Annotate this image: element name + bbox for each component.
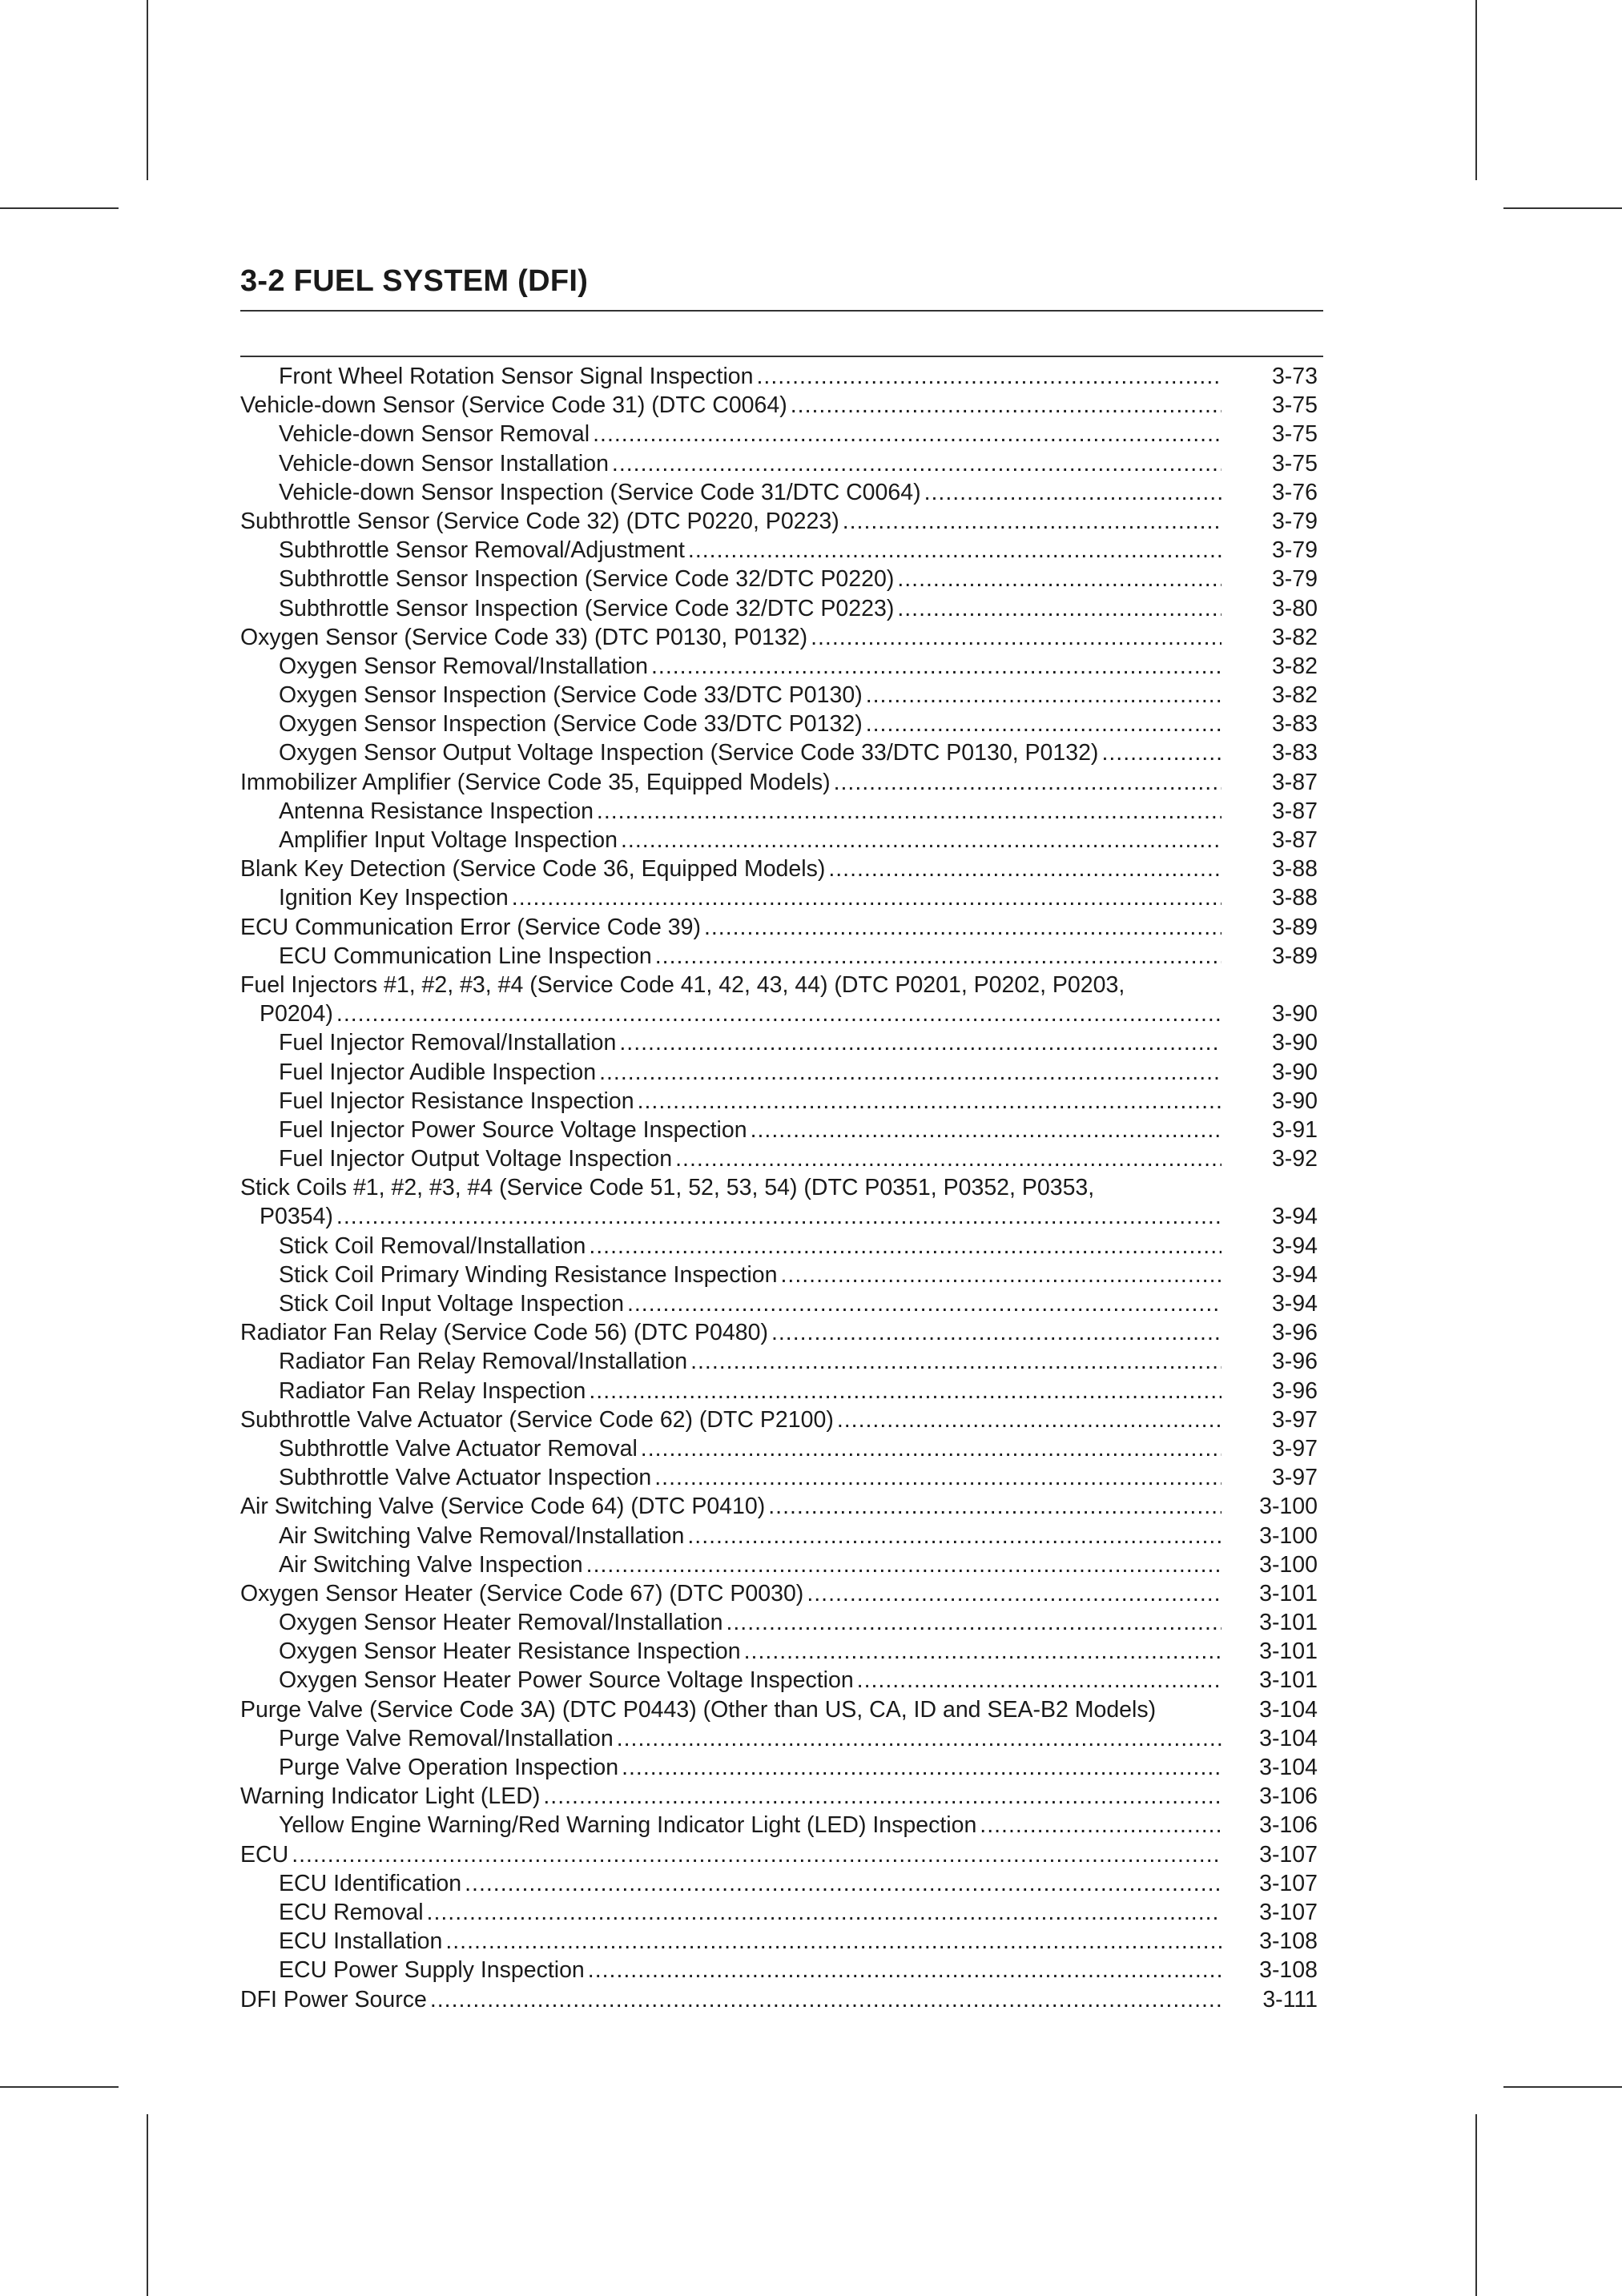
toc-entry[interactable] (240, 1173, 1318, 1202)
toc-entry-page: 3-104 (1259, 1725, 1318, 1751)
dot-leader (589, 1377, 1222, 1405)
dot-leader (690, 1347, 1222, 1376)
toc-entry-title: Subthrottle Sensor (Service Code 32) (DTC P0220, P0223) (240, 508, 839, 534)
toc-entry-title: Radiator Fan Relay Removal/Installation (279, 1349, 688, 1375)
toc-entry[interactable] (240, 1028, 1318, 1057)
dot-leader (617, 1724, 1222, 1753)
crop-mark (1503, 2086, 1622, 2088)
toc-entry-page: 3-101 (1259, 1610, 1318, 1636)
dot-leader (866, 710, 1222, 738)
dot-leader (771, 1318, 1222, 1347)
dot-leader (866, 681, 1222, 710)
toc-entry-title: Amplifier Input Voltage Inspection (279, 827, 618, 853)
toc-entry-title: ECU Communication Line Inspection (279, 943, 652, 969)
toc-entry[interactable] (240, 883, 1318, 912)
toc-entry[interactable] (240, 1782, 1318, 1811)
toc-entry[interactable] (240, 1898, 1318, 1927)
toc-entry-title: Oxygen Sensor Output Voltage Inspection (Service Code 33/DTC P0130, P0132) (279, 740, 1099, 766)
dot-leader (427, 1898, 1222, 1927)
dot-leader (599, 1058, 1222, 1087)
toc-entry-page: 3-94 (1271, 1232, 1318, 1259)
dot-leader (465, 1869, 1222, 1898)
toc-entry-page: 3-79 (1271, 508, 1318, 534)
toc-entry[interactable] (240, 1261, 1318, 1289)
toc-entry[interactable] (240, 652, 1318, 681)
toc-entry-title: Oxygen Sensor Inspection (Service Code 33/DTC P0132) (279, 711, 863, 738)
dot-leader (292, 1840, 1222, 1869)
toc-entry[interactable] (240, 1289, 1318, 1318)
dot-leader (704, 913, 1222, 942)
toc-entry-title: Air Switching Valve Removal/Installation (279, 1522, 685, 1549)
toc-entry-title: Fuel Injector Removal/Installation (279, 1030, 617, 1056)
toc-entry[interactable] (240, 710, 1318, 738)
toc-entry-title: DFI Power Source (240, 1986, 427, 2013)
toc-entry-page: 3-90 (1271, 1088, 1318, 1114)
crop-mark (1475, 0, 1477, 180)
toc-entry-title: Immobilizer Amplifier (Service Code 35, Equipped Models) (240, 769, 831, 795)
toc-entry-title: Vehicle-down Sensor Removal (279, 421, 590, 448)
toc-entry[interactable] (240, 797, 1318, 826)
toc-entry-page: 3-89 (1271, 914, 1318, 940)
dot-leader (726, 1608, 1222, 1637)
toc-top-rule (240, 356, 1323, 357)
toc-entry-title: Fuel Injector Power Source Voltage Inspection (279, 1116, 747, 1143)
toc-entry[interactable] (240, 1377, 1318, 1405)
toc-entry-page: 3-107 (1259, 1870, 1318, 1896)
dot-leader (837, 1405, 1222, 1434)
dot-leader (589, 1232, 1222, 1261)
toc-entry[interactable] (240, 1608, 1318, 1637)
dot-leader (654, 1463, 1222, 1492)
toc-entry[interactable] (240, 1405, 1318, 1434)
dot-leader (751, 1116, 1222, 1144)
toc-entry[interactable] (240, 1116, 1318, 1144)
dot-leader (791, 391, 1222, 420)
toc-entry-page: 3-89 (1271, 943, 1318, 969)
dot-leader (828, 854, 1222, 883)
toc-entry-title: Oxygen Sensor Heater Power Source Voltage Inspection (279, 1667, 854, 1694)
toc-entry-title: ECU Communication Error (Service Code 39) (240, 914, 701, 940)
crop-mark (0, 207, 119, 209)
toc-entry-page: 3-76 (1271, 479, 1318, 505)
toc-entry[interactable] (240, 391, 1318, 420)
dot-leader (641, 1434, 1222, 1463)
toc-entry[interactable] (240, 1434, 1318, 1463)
toc-entry[interactable] (240, 1927, 1318, 1956)
toc-entry-page: 3-94 (1271, 1204, 1318, 1230)
dot-leader (430, 1985, 1222, 2014)
dot-leader (843, 507, 1222, 536)
toc-entry-title: Antenna Resistance Inspection (279, 798, 594, 824)
toc-entry-title: Radiator Fan Relay Inspection (279, 1377, 586, 1404)
toc-entry[interactable] (240, 1202, 1318, 1231)
toc-entry[interactable] (240, 1463, 1318, 1492)
toc-entry-title: Stick Coil Removal/Installation (279, 1232, 586, 1259)
toc-entry-page: 3-104 (1259, 1755, 1318, 1780)
dot-leader (586, 1550, 1222, 1579)
toc-entry[interactable] (240, 1840, 1318, 1869)
toc-entry-page: 3-107 (1259, 1841, 1318, 1868)
dot-leader (857, 1666, 1222, 1695)
toc-entry-title: Oxygen Sensor Inspection (Service Code 33/DTC P0130) (279, 682, 863, 709)
toc-entry-page: 3-75 (1271, 450, 1318, 476)
toc-entry[interactable] (240, 507, 1318, 536)
toc-entry[interactable] (240, 1144, 1318, 1173)
toc-entry[interactable] (240, 1811, 1318, 1840)
toc-entry-title: ECU Identification (279, 1870, 462, 1896)
toc-entry-page: 3-75 (1271, 421, 1318, 448)
dot-leader (897, 594, 1222, 623)
dot-leader (924, 478, 1222, 507)
toc-entry-title: Stick Coils #1, #2, #3, #4 (Service Code 51, 52, 53, 54) (DTC P0351, P0352, P0353, (240, 1175, 1095, 1201)
toc-entry[interactable] (240, 738, 1318, 767)
dot-leader (687, 1522, 1222, 1550)
toc-entry-title: Oxygen Sensor Heater Removal/Installation (279, 1610, 723, 1636)
toc-entry[interactable] (240, 826, 1318, 854)
toc-entry[interactable] (240, 971, 1318, 999)
toc-entry-page: 3-79 (1271, 566, 1318, 593)
toc-entry[interactable] (240, 681, 1318, 710)
dot-leader (744, 1637, 1222, 1666)
toc-entry-title: Oxygen Sensor (Service Code 33) (DTC P0130, P0132) (240, 624, 808, 650)
toc-entry-page: 3-91 (1271, 1116, 1318, 1143)
dot-leader (768, 1492, 1222, 1521)
toc-entry-title: Radiator Fan Relay (Service Code 56) (DTC P0480) (240, 1320, 768, 1346)
toc-entry[interactable] (240, 1492, 1318, 1521)
toc-entry[interactable] (240, 999, 1318, 1028)
toc-entry-title: Purge Valve Removal/Installation (279, 1725, 614, 1751)
toc-entry-page: 3-94 (1271, 1291, 1318, 1317)
toc-entry[interactable] (240, 1666, 1318, 1695)
table-of-contents (240, 362, 1318, 2014)
toc-entry[interactable] (240, 536, 1318, 565)
dot-leader (807, 1579, 1222, 1608)
toc-entry-page: 3-75 (1271, 392, 1318, 419)
toc-entry-page: 3-87 (1271, 769, 1318, 795)
toc-entry[interactable] (240, 478, 1318, 507)
toc-entry-title: Purge Valve (Service Code 3A) (DTC P0443) (Other than US, CA, ID and SEA-B2 Models) (240, 1696, 1157, 1723)
toc-entry[interactable] (240, 594, 1318, 623)
toc-entry-page: 3-83 (1271, 711, 1318, 738)
toc-entry-title: ECU Installation (279, 1928, 443, 1955)
dot-leader (627, 1289, 1222, 1318)
dot-leader (780, 1261, 1222, 1289)
toc-entry-page: 3-104 (1259, 1696, 1318, 1723)
toc-entry[interactable] (240, 1956, 1318, 1984)
toc-entry-page: 3-100 (1259, 1494, 1318, 1520)
toc-entry-title: Fuel Injector Output Voltage Inspection (279, 1146, 673, 1172)
toc-entry-title: Oxygen Sensor Heater Resistance Inspection (279, 1639, 741, 1665)
toc-entry-page: 3-80 (1271, 595, 1318, 621)
toc-entry-title: Oxygen Sensor Heater (Service Code 67) (DTC P0030) (240, 1580, 804, 1606)
toc-entry-page: 3-92 (1271, 1146, 1318, 1172)
toc-entry-page: 3-97 (1271, 1465, 1318, 1491)
toc-entry-title: Fuel Injector Audible Inspection (279, 1059, 597, 1085)
toc-entry-title: ECU (240, 1841, 289, 1868)
toc-entry-title: Warning Indicator Light (LED) (240, 1783, 541, 1810)
dot-leader (622, 1753, 1222, 1782)
toc-entry-page: 3-87 (1271, 798, 1318, 824)
toc-entry-title: ECU Removal (279, 1899, 424, 1925)
crop-mark (147, 0, 148, 180)
toc-entry-title: Subthrottle Valve Actuator Removal (279, 1435, 638, 1462)
toc-entry[interactable] (240, 623, 1318, 652)
header-rule (240, 310, 1323, 312)
toc-entry-title: Subthrottle Sensor Inspection (Service Code 32/DTC P0223) (279, 595, 895, 621)
toc-entry-page: 3-100 (1259, 1551, 1318, 1578)
dot-leader (811, 623, 1222, 652)
toc-entry-page: 3-83 (1271, 740, 1318, 766)
dot-leader (675, 1144, 1222, 1173)
toc-entry[interactable] (240, 565, 1318, 593)
dot-leader (655, 942, 1222, 971)
toc-entry[interactable] (240, 854, 1318, 883)
toc-entry-page: 3-101 (1259, 1667, 1318, 1694)
toc-entry[interactable] (240, 1058, 1318, 1087)
toc-entry-title: Vehicle-down Sensor Installation (279, 450, 609, 476)
toc-entry-page: 3-108 (1259, 1957, 1318, 1984)
toc-entry-page: 3-82 (1271, 624, 1318, 650)
toc-entry-page: 3-82 (1271, 682, 1318, 709)
toc-entry-title: Subthrottle Valve Actuator (Service Code 62) (DTC P2100) (240, 1406, 834, 1433)
toc-entry-title: Subthrottle Valve Actuator Inspection (279, 1465, 652, 1491)
toc-entry[interactable] (240, 1347, 1318, 1376)
toc-entry-page: 3-107 (1259, 1899, 1318, 1925)
toc-entry[interactable] (240, 942, 1318, 971)
toc-entry-page: 3-94 (1271, 1261, 1318, 1288)
crop-mark (1503, 207, 1622, 209)
dot-leader (588, 1956, 1222, 1984)
toc-entry-page: 3-87 (1271, 827, 1318, 853)
toc-entry[interactable] (240, 1869, 1318, 1898)
dot-leader (543, 1782, 1222, 1811)
toc-entry[interactable] (240, 1985, 1318, 2014)
toc-entry-page: 3-90 (1271, 1059, 1318, 1085)
toc-entry-page: 3-111 (1262, 1986, 1318, 2013)
dot-leader (619, 1028, 1222, 1057)
toc-entry-title: Yellow Engine Warning/Red Warning Indicator Light (LED) Inspection (279, 1812, 977, 1839)
toc-entry-title: Subthrottle Sensor Removal/Adjustment (279, 537, 685, 564)
dot-leader (597, 797, 1222, 826)
toc-entry[interactable] (240, 768, 1318, 797)
toc-entry-page: 3-101 (1259, 1639, 1318, 1665)
toc-entry[interactable] (240, 449, 1318, 478)
toc-entry-title: Oxygen Sensor Removal/Installation (279, 653, 648, 679)
toc-entry-page: 3-100 (1259, 1522, 1318, 1549)
dot-leader (834, 768, 1222, 797)
crop-mark (0, 2086, 119, 2088)
dot-leader (757, 362, 1222, 391)
toc-entry[interactable] (240, 1318, 1318, 1347)
toc-entry[interactable] (240, 1550, 1318, 1579)
toc-entry[interactable] (240, 1637, 1318, 1666)
dot-leader (593, 420, 1222, 448)
toc-entry[interactable] (240, 1724, 1318, 1753)
toc-entry-title: Subthrottle Sensor Inspection (Service Code 32/DTC P0220) (279, 566, 895, 593)
dot-leader (651, 652, 1222, 681)
toc-entry[interactable] (240, 1579, 1318, 1608)
toc-entry-title: Ignition Key Inspection (279, 885, 509, 911)
dot-leader (1101, 738, 1222, 767)
toc-entry-title: Air Switching Valve Inspection (279, 1551, 583, 1578)
toc-entry-title: Stick Coil Primary Winding Resistance Inspection (279, 1261, 778, 1288)
toc-entry[interactable] (240, 1695, 1318, 1724)
dot-leader (612, 449, 1222, 478)
toc-entry-title: Stick Coil Input Voltage Inspection (279, 1291, 624, 1317)
toc-entry-page: 3-106 (1259, 1783, 1318, 1810)
dot-leader (621, 826, 1222, 854)
toc-entry-title: ECU Power Supply Inspection (279, 1957, 585, 1984)
toc-entry-page: 3-108 (1259, 1928, 1318, 1955)
toc-entry-page: 3-73 (1271, 364, 1318, 389)
toc-entry-title: Air Switching Valve (Service Code 64) (DTC P0410) (240, 1494, 766, 1520)
toc-entry-page: 3-101 (1259, 1580, 1318, 1606)
crop-mark (1475, 2114, 1477, 2296)
dot-leader (980, 1811, 1222, 1840)
toc-entry-title: Blank Key Detection (Service Code 36, Equipped Models) (240, 856, 826, 883)
toc-entry-title: Fuel Injector Resistance Inspection (279, 1088, 634, 1114)
toc-entry[interactable] (240, 362, 1318, 391)
dot-leader (638, 1087, 1222, 1116)
toc-entry[interactable] (240, 1522, 1318, 1550)
toc-entry-page: 3-97 (1271, 1435, 1318, 1462)
toc-entry-page: 3-96 (1271, 1349, 1318, 1375)
toc-entry-page: 3-88 (1271, 856, 1318, 883)
crop-mark (147, 2114, 148, 2296)
toc-entry-page: 3-90 (1271, 1001, 1318, 1027)
dot-leader (512, 883, 1222, 912)
dot-leader (897, 565, 1222, 593)
toc-entry-page: 3-97 (1271, 1406, 1318, 1433)
dot-leader (688, 536, 1222, 565)
toc-entry-title: Fuel Injectors #1, #2, #3, #4 (Service Code 41, 42, 43, 44) (DTC P0201, P0202, P0203, (240, 971, 1125, 998)
toc-entry-title: Vehicle-down Sensor (Service Code 31) (DTC C0064) (240, 392, 787, 419)
dot-leader (336, 1202, 1222, 1231)
toc-entry-page: 3-96 (1271, 1377, 1318, 1404)
toc-entry[interactable] (240, 1232, 1318, 1261)
toc-entry[interactable] (240, 913, 1318, 942)
page-title: 3-2 FUEL SYSTEM (DFI) (240, 264, 589, 298)
toc-entry-page: 3-82 (1271, 653, 1318, 679)
toc-entry-title: P0204) (260, 1001, 333, 1027)
toc-entry-page: 3-90 (1271, 1030, 1318, 1056)
toc-entry-page: 3-79 (1271, 537, 1318, 564)
dot-leader (336, 999, 1222, 1028)
toc-entry[interactable] (240, 1087, 1318, 1116)
toc-entry-page: 3-88 (1271, 885, 1318, 911)
dot-leader (445, 1927, 1222, 1956)
toc-entry-title: Front Wheel Rotation Sensor Signal Inspection (279, 364, 754, 389)
toc-entry-title: Vehicle-down Sensor Inspection (Service Code 31/DTC C0064) (279, 479, 921, 505)
toc-entry-title: Purge Valve Operation Inspection (279, 1755, 619, 1780)
toc-entry-title: P0354) (260, 1204, 333, 1230)
toc-entry-page: 3-106 (1259, 1812, 1318, 1839)
toc-entry[interactable] (240, 1753, 1318, 1782)
toc-entry[interactable] (240, 420, 1318, 448)
toc-entry-page: 3-96 (1271, 1320, 1318, 1346)
